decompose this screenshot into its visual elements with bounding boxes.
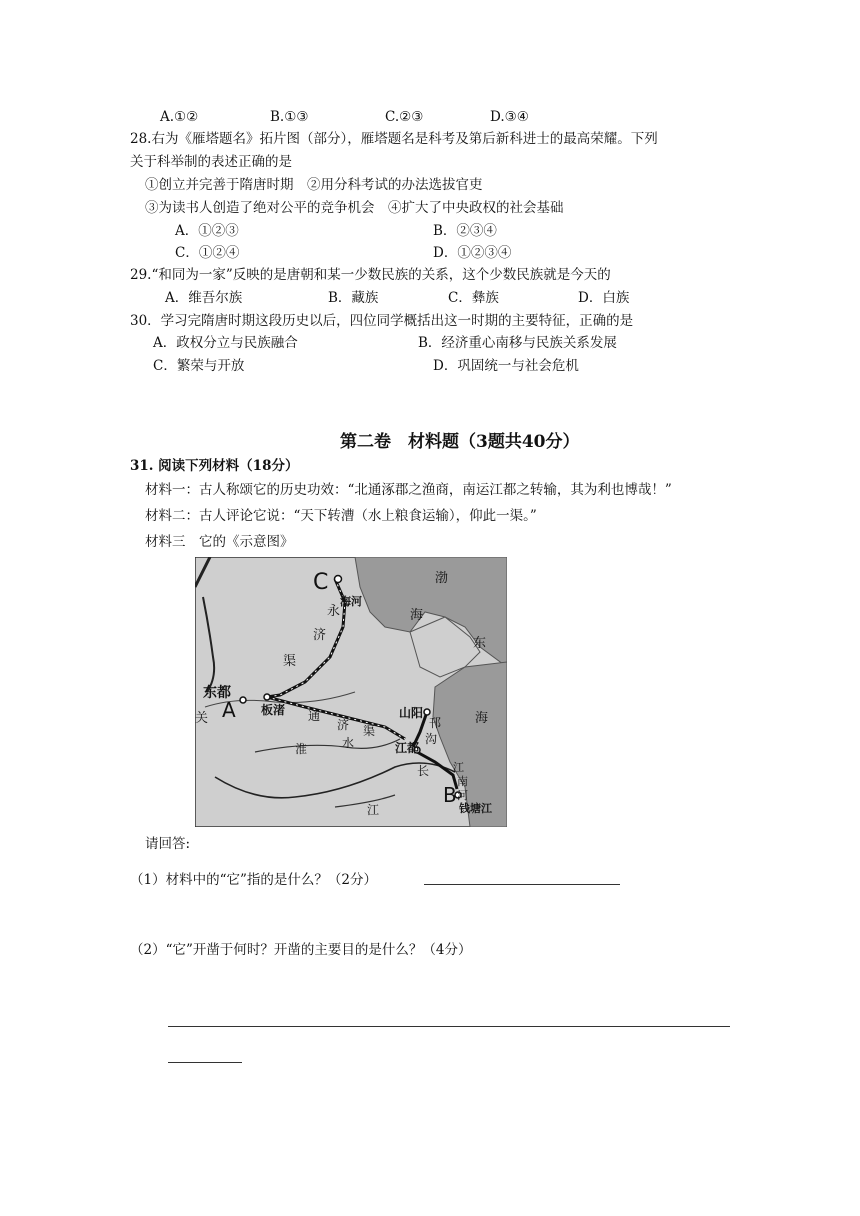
q28-option-c: C．①②④ [175,245,240,261]
q28-option-a: A．①②③ [175,223,239,239]
map-label-ji1: 济 [313,628,327,643]
q29-option-d: D．白族 [578,290,630,306]
map-label-gou: 沟 [425,732,438,746]
q27-option-b: B.①③ [270,109,309,125]
map-label-b: B [443,783,457,807]
q30-option-a: A．政权分立与民族融合 [153,335,298,351]
q29-stem: 29.“和同为一家”反映的是唐朝和某一少数民族的关系，这个少数民族就是今天的 [130,267,611,283]
q30-option-c: C．繁荣与开放 [153,358,245,374]
city-dongdu [240,697,246,703]
map-label-qiantang: 钱塘江 [459,802,492,815]
map-label-tong: 通 [308,709,321,723]
map-label-qu2: 渠 [363,724,376,738]
q31-material2: 材料二：古人评论它说：“天下转漕（水上粮食运输），仰此一渠。” [145,508,537,524]
map-label-he: 河 [457,789,468,802]
q28-option-b: B．②③④ [433,223,497,239]
map-label-shanyang: 山阳 [399,706,424,720]
map-label-nan: 南 [457,775,468,788]
city-shanyang [424,709,430,715]
map-label-guan: 关 [195,711,209,726]
q28-stem-line2: 关于科举制的表述正确的是 [130,154,292,170]
q31-material1: 材料一：古人称颂它的历史功效：“北通涿郡之渔商，南运江都之转输，其为利也博哉！” [145,482,672,498]
q31-heading: 31. 阅读下列材料（18分） [130,458,299,474]
map-label-dong-sea: 东 [473,636,487,651]
q31-sub1: （1）材料中的“它”指的是什么？（2分） [130,872,377,888]
q31-sub2-answer-line-2[interactable] [168,1062,242,1063]
map-label-qu1: 渠 [283,654,297,669]
map-label-ji2: 济 [337,718,350,732]
map-label-chang: 长 [417,764,430,778]
map-label-c: C [313,570,329,595]
city-banzhu [264,694,270,700]
map-label-a: A [222,698,236,722]
map-label-banzhu: 板渚 [261,703,286,717]
map-label-yong: 永 [327,604,341,619]
map-label-hai1: 海 [410,608,424,623]
q29-option-a: A．维吾尔族 [165,290,243,306]
grand-canal-map [195,557,507,827]
map-label-haihe: 海河 [340,595,362,608]
map-label-dongdu: 东都 [203,685,231,701]
q30-option-b: B．经济重心南移与民族关系发展 [418,335,617,351]
map-label-jiang2: 江 [367,803,380,817]
map-label-huai: 淮 [295,742,308,756]
q29-option-b: B．藏族 [328,290,379,306]
q31-prompt: 请回答: [145,836,191,852]
map-label-bo: 渤 [435,571,449,586]
q27-option-c: C.②③ [385,109,424,125]
q28-statements-line1: ①创立并完善于隋唐时期 ②用分科考试的办法选拔官吏 [145,177,483,193]
q30-option-d: D．巩固统一与社会危机 [433,358,579,374]
q31-sub2: （2）“它”开凿于何时？开凿的主要目的是什么？（4分） [130,942,472,958]
city-zhuojun [335,576,342,583]
q31-sub2-answer-line-1[interactable] [168,1026,730,1027]
map-label-shui: 水 [342,736,355,750]
q28-statements-line2: ③为读书人创造了绝对公平的竞争机会 ④扩大了中央政权的社会基础 [145,200,564,216]
q31-sub1-answer-line[interactable] [424,884,620,885]
q28-option-d: D．①②③④ [433,245,512,261]
q27-option-a: A.①② [160,109,199,125]
part2-title: 第二卷 材料题（3题共40分） [340,432,580,452]
map-label-jiangdu: 江都 [395,741,420,755]
map-label-hai2: 海 [475,711,489,726]
q27-option-d: D.③④ [490,109,529,125]
q29-option-c: C．彝族 [448,290,499,306]
q28-stem-line1: 28.右为《雁塔题名》拓片图（部分），雁塔题名是科考及第后新科进士的最高荣耀。下列 [130,131,658,147]
q31-material3: 材料三 它的《示意图》 [145,534,294,550]
map-label-han: 邗 [429,716,442,730]
map-label-jiang-s: 江 [453,761,464,774]
q30-stem: 30．学习完隋唐时期这段历史以后，四位同学概括出这一时期的主要特征，正确的是 [130,313,634,329]
